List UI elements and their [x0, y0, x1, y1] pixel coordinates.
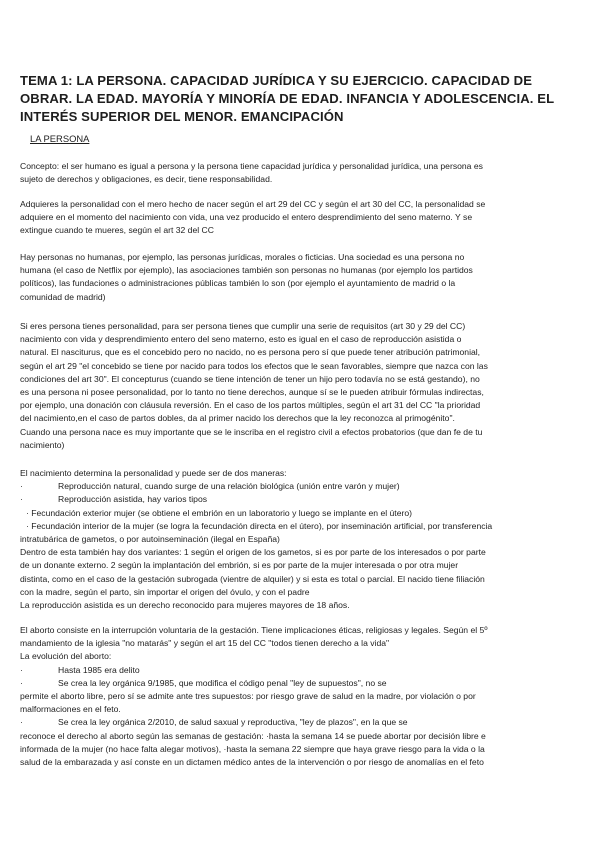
page-title: TEMA 1: LA PERSONA. CAPACIDAD JURÍDICA Y SU EJERCICIO. CAPACIDAD DE OBRAR. LA EDAD. MAYORÍA Y MINORÍA DE EDAD. INFANCIA Y ADOLESCENCIA. EL INTERÉS SUPERIOR DEL MENOR. EMANCIPACIÓN	[20, 73, 554, 124]
paragraph-requisitos	[20, 320, 582, 452]
text-line: extingue cuando te mueres, según el art 32 del CC	[20, 225, 214, 236]
bullet-item	[20, 677, 582, 690]
text-line: nacimiento)	[20, 439, 65, 450]
text-line: según el art 29 "el concebido se tiene por nacido para todos los efectos que le sean favorables, siempre que nazca con las	[20, 360, 488, 371]
section-heading: LA PERSONA	[30, 133, 90, 144]
text-line: adquiere en el momento del nacimiento con vida, una vez producido el entero desprendimiento del seno materno. Y se	[20, 212, 473, 223]
text-line: de un donante externo. 2 según la implantación del embrión, si es por parte de la mujer interesada o por otra mujer	[20, 560, 459, 571]
bullet-marker: ·	[20, 664, 23, 675]
text-line: comunidad de madrid)	[20, 291, 106, 302]
text-line: humana (el caso de Netflix por ejemplo), las asociaciones también son personas no humanas (por ejemplo los partidos	[20, 265, 473, 276]
text-line: Dentro de esta también hay dos variantes: 1 según el origen de los gametos, si es por parte de los interesados o por parte	[20, 547, 486, 558]
bullet-text: Se crea la ley orgánica 9/1985, que modifica el código penal "ley de supuestos", no se	[58, 677, 387, 688]
text-line: El nacimiento determina la personalidad y puede ser de dos maneras:	[20, 468, 287, 478]
text-line: condiciones del art 30". El concepturus (cuando se tiene intención de tener un hijo pero todavía no se está gestando), no	[20, 373, 480, 384]
text-line: con la madre, según el parto, sin importar el origen del óvulo, y con el padre	[20, 586, 310, 597]
text-line: del nacimiento,en el caso de partos dobles, da al primer nacido los derechos que la ley reconozca al primogénito".	[20, 413, 455, 424]
text-line: malformaciones en el feto.	[20, 704, 121, 715]
bullet-item	[20, 716, 582, 729]
sub-item: · Fecundación interior de la mujer (se logra la fecundación directa en el útero), por inseminación artificial, por transferencia	[26, 520, 493, 531]
text-line: mandamiento de la iglesia "no matarás" y según el art 15 del CC "todos tienen derecho a la vida"	[20, 638, 390, 649]
bullet-text: Hasta 1985 era delito	[58, 664, 140, 675]
text-line: Cuando una persona nace es muy importante que se le inscriba en el registro civil a efectos probatorios (que dan fe de tu	[20, 426, 483, 437]
bullet-item	[20, 664, 582, 677]
text-line: políticos), las fundaciones o administraciones públicas también lo son (por ejemplo el ayuntamiento de madrid o la	[20, 278, 456, 289]
text-line: intratubárica de gametos, o por autoinseminación (ilegal en España)	[20, 534, 280, 545]
text-line: El aborto consiste en la interrupción voluntaria de la gestación. Tiene implicaciones éticas, religiosas y legales. Según el 5º	[20, 625, 488, 635]
text-line: reconoce el derecho al aborto según las semanas de gestación: ·hasta la semana 14 se puede abortar por decisión libre e	[20, 730, 486, 741]
text-line: Adquieres la personalidad con el mero hecho de nacer según el art 29 del CC y según el art 30 del CC, la personalidad se	[20, 199, 486, 209]
text-line: La reproducción asistida es un derecho reconocido para mujeres mayores de 18 años.	[20, 600, 350, 611]
text-line: distinta, como en el caso de la gestación subrogada (vientre de alquiler) y si esta es total o parcial. El nacido tiene filiación	[20, 573, 485, 584]
bullet-text: Reproducción natural, cuando surge de una relación biológica (unión entre varón y mujer)	[58, 481, 400, 492]
text-line: es una persona ni posee personalidad, por lo tanto no tiene derechos, aunque sí se le pueden atribuir fórmulas indirectas,	[20, 387, 484, 398]
bullet-marker: ·	[20, 717, 23, 728]
text-line: permite el aborto libre, pero sí se admite ante tres supuestos: por riesgo grave de salud en la madre, por violación o por	[20, 691, 476, 702]
text-line: La evolución del aborto:	[20, 651, 112, 662]
sub-item: · Fecundación exterior mujer (se obtiene el embrión en un laboratorio y luego se implante en el útero)	[26, 507, 412, 518]
bullet-item	[20, 480, 582, 493]
paragraph-aborto	[20, 624, 582, 769]
bullet-marker: ·	[20, 481, 23, 492]
text-line: nacimiento con vida y desprendimiento entero del seno materno, esto es igual en el caso de reproducción asistida o	[20, 334, 462, 345]
bullet-marker: ·	[20, 677, 23, 688]
bullet-text: Se crea la ley orgánica 2/2010, de salud saxual y reproductiva, "ley de plazos", en la que se	[58, 717, 408, 728]
text-line: salud de la embarazada y así conste en un dictamen médico antes de la intervención o por riesgo de anomalías en el feto	[20, 757, 484, 768]
text-line: sujeto de derechos y obligaciones, es decir, tiene responsabilidad.	[20, 174, 273, 185]
text-line: natural. El nasciturus, que es el concebido pero no nacido, no es persona pero sí que puede tener atribución patrimonial,	[20, 347, 481, 358]
bullet-item	[20, 493, 582, 506]
text-line: Hay personas no humanas, por ejemplo, las personas jurídicas, morales o ficticias. Una sociedad es una persona no	[20, 252, 465, 262]
text-line: Si eres persona tienes personalidad, para ser persona tienes que cumplir una serie de requisitos (art 30 y 29 del CC)	[20, 321, 466, 331]
paragraph-personas-no-humanas	[20, 251, 582, 304]
text-line: informada de la mujer (no hace falta alegar motivos), ·hasta la semana 22 siempre que haya grave riesgo para la vida o la	[20, 743, 485, 754]
bullet-marker: ·	[20, 494, 23, 505]
paragraph-concepto	[20, 160, 582, 186]
text-line: Concepto: el ser humano es igual a persona y la persona tiene capacidad jurídica y personalidad jurídica, una persona es	[20, 161, 483, 171]
paragraph-nacimiento	[20, 467, 582, 612]
bullet-text: Reproducción asistida, hay varios tipos	[58, 494, 208, 505]
text-line: por ejemplo, una donación con cláusula reversión. En el caso de los partos múltiples, según el art 31 del CC "la prioridad	[20, 400, 481, 411]
paragraph-personalidad	[20, 198, 582, 238]
